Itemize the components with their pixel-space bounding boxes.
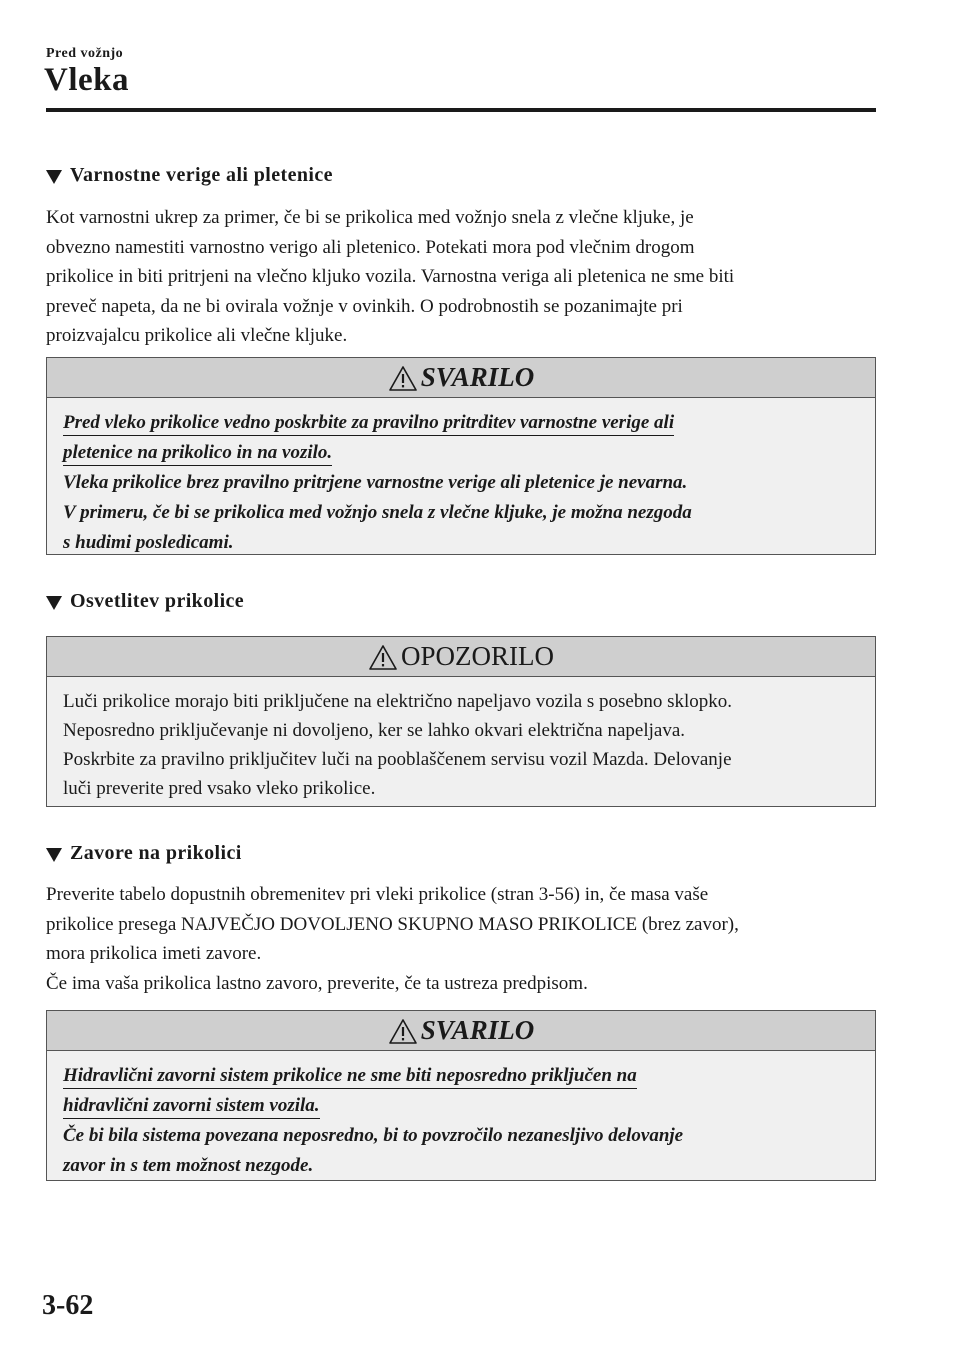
callout-underlined-text: pletenice na prikolico in na vozilo. xyxy=(63,440,332,466)
page-title: Vleka xyxy=(44,62,129,98)
callout-header xyxy=(47,1011,875,1051)
warning-triangle-icon xyxy=(388,1018,418,1045)
callout-line xyxy=(63,408,859,438)
callout-line: s hudimi posledicami. xyxy=(63,532,234,553)
section-heading-text: Varnostne verige ali pletenice xyxy=(70,164,333,186)
callout-body xyxy=(47,677,875,813)
callout-underlined-text: Hidravlični zavorni sistem prikolice ne sme biti neposredno priključen na xyxy=(63,1063,637,1089)
section-heading-trailer-lighting xyxy=(46,590,244,613)
callout-label: OPOZORILO xyxy=(401,641,554,671)
triangle-down-icon xyxy=(46,596,62,610)
triangle-down-icon xyxy=(46,848,62,862)
callout-label: SVARILO xyxy=(420,1015,535,1045)
callout-header xyxy=(47,637,875,677)
callout-line xyxy=(63,1061,859,1091)
caution-callout-trailer-lighting xyxy=(46,636,876,807)
callout-underlined-text: hidravlični zavorni sistem vozila. xyxy=(63,1093,320,1119)
body-line: mora prikolica imeti zavore. xyxy=(46,943,262,964)
callout-line: Poskrbite za pravilno priključitev luči na pooblaščenem servisu vozil Mazda. Delovanje xyxy=(63,749,732,770)
callout-line: Luči prikolice morajo biti priključene na električno napeljavo vozila s posebno sklopko. xyxy=(63,691,733,712)
callout-label: SVARILO xyxy=(420,362,535,392)
warning-callout-hydraulic-brakes xyxy=(46,1010,876,1181)
body-line: Če ima vaša prikolica lastno zavoro, preverite, če ta ustreza predpisom. xyxy=(46,972,588,994)
warning-triangle-icon xyxy=(388,365,418,392)
warning-triangle-icon xyxy=(368,644,398,671)
callout-body xyxy=(47,1051,875,1191)
callout-underlined-text: Pred vleko prikolice vedno poskrbite za pravilno pritrditev varnostne verige ali xyxy=(63,410,674,436)
body-line: Kot varnostni ukrep za primer, če bi se prikolica med vožnjo snela z vlečne kljuke, je xyxy=(46,207,694,228)
body-line: preveč napeta, da ne bi ovirala vožnje v ovinkih. O podrobnostih se pozanimajte pri xyxy=(46,295,683,317)
section-heading-trailer-brakes xyxy=(46,842,242,865)
callout-header xyxy=(47,358,875,398)
callout-line: luči preverite pred vsako vleko prikolice. xyxy=(63,778,376,799)
body-line: obvezno namestiti varnostno verigo ali pletenico. Potekati mora pod vlečnim drogom xyxy=(46,236,695,258)
triangle-down-icon xyxy=(46,170,62,184)
warning-callout-safety-chains xyxy=(46,357,876,555)
callout-line: Neposredno priključevanje ni dovoljeno, ker se lahko okvari električna napeljava. xyxy=(63,720,686,741)
section-heading-safety-chains xyxy=(46,164,333,187)
body-line: proizvajalcu prikolice ali vlečne kljuke. xyxy=(46,325,348,346)
section-body-trailer-brakes xyxy=(46,880,876,998)
title-divider xyxy=(46,108,876,112)
callout-body xyxy=(47,398,875,568)
section-heading-text: Osvetlitev prikolice xyxy=(70,590,245,612)
callout-line: V primeru, če bi se prikolica med vožnjo snela z vlečne kljuke, je možna nezgoda xyxy=(63,502,692,523)
page-number: 3-62 xyxy=(42,1290,94,1321)
callout-line: Vleka prikolice brez pravilno pritrjene varnostne verige ali pletenice je nevarna. xyxy=(63,472,688,493)
callout-line xyxy=(63,438,859,468)
breadcrumb: Pred vožnjo xyxy=(46,46,124,61)
body-line: prikolice presega NAJVEČJO DOVOLJENO SKUPNO MASO PRIKOLICE (brez zavor), xyxy=(46,913,739,935)
callout-line xyxy=(63,1091,859,1121)
body-line: prikolice in biti pritrjeni na vlečno kljuko vozila. Varnostna veriga ali pletenica ne sme biti xyxy=(46,266,735,287)
callout-line: Če bi bila sistema povezana neposredno, bi to povzročilo nezanesljivo delovanje xyxy=(63,1125,684,1146)
callout-line: zavor in s tem možnost nezgode. xyxy=(63,1155,314,1176)
section-heading-text: Zavore na prikolici xyxy=(70,842,242,864)
section-body-safety-chains xyxy=(46,203,876,351)
body-line: Preverite tabelo dopustnih obremenitev pri vleki prikolice (stran 3-56) in, če masa vaše xyxy=(46,884,709,905)
